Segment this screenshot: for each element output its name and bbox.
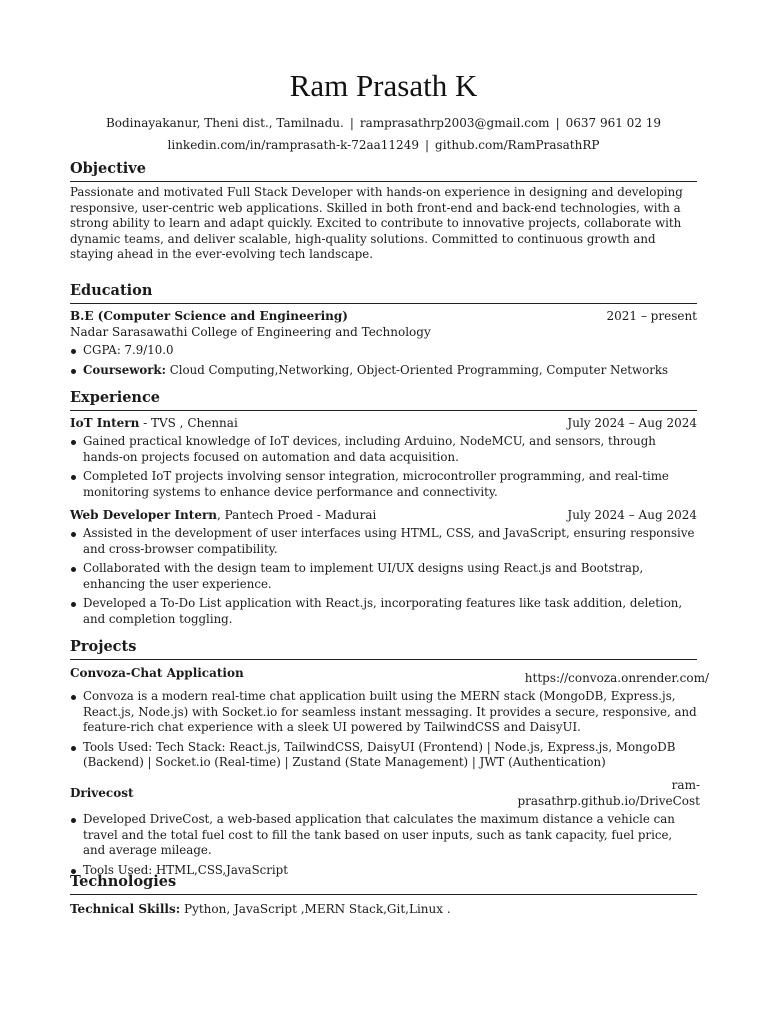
degree: B.E (Computer Science and Engineering) — [70, 309, 348, 323]
bullet-text: Assisted in the development of user interfaces using HTML, CSS, and JavaScript, ensuring responsive and cross-browser compatibility. — [83, 526, 695, 556]
bullet-text: Tools Used: HTML,CSS,JavaScript — [83, 862, 288, 877]
bullet-icon — [71, 695, 76, 700]
list-item — [70, 434, 697, 465]
separator: | — [349, 116, 354, 130]
section-title-objective: Objective — [70, 160, 697, 182]
bullet-icon — [71, 746, 76, 751]
job-role: Web Developer Intern — [70, 508, 217, 522]
education-list — [70, 343, 697, 382]
candidate-name: Ram Prasath K — [289, 68, 478, 103]
project-url-line: prasathrp.github.io/DriveCost — [517, 794, 700, 808]
bullet-text: Tools Used: Tech Stack: React.js, TailwindCSS, DaisyUI (Frontend) | Node.js, Express.js, MongoDB (Backend) | Socket.io (Real-time) | Zustand (State Management) | JWT (Authentication) — [83, 739, 676, 769]
technical-skills — [70, 901, 697, 917]
job-header-iot — [70, 415, 697, 431]
bullet-icon — [71, 567, 76, 572]
bullet-icon — [71, 818, 76, 823]
list-item — [70, 469, 697, 500]
project-url-line: ram- — [671, 778, 700, 792]
bullet-icon — [71, 440, 76, 445]
github-link[interactable]: github.com/RamPrasathRP — [435, 138, 600, 152]
project-name: Drivecost — [70, 786, 134, 800]
linkedin-link[interactable]: linkedin.com/in/ramprasath-k-72aa11249 — [167, 138, 419, 152]
project-bullets-drivecost — [70, 812, 697, 882]
bullet-text: Collaborated with the design team to implement UI/UX designs using React.js and Bootstrap, enhancing the user experience. — [83, 561, 644, 591]
list-item — [70, 689, 697, 736]
job-role: IoT Intern — [70, 416, 140, 430]
bullet-text: Developed DriveCost, a web-based application that calculates the maximum distance a vehicle can travel and the total fuel cost to fill the tank based on user inputs, such as tank capacity, fuel price, and average mileage. — [83, 812, 675, 857]
list-item — [70, 363, 697, 379]
college-name: Nadar Sarasawathi College of Engineering and Technology — [70, 325, 431, 339]
project-url[interactable]: https://convoza.onrender.com/ — [524, 671, 709, 685]
bullet-icon — [71, 475, 76, 480]
bullet-icon — [71, 532, 76, 537]
section-title-projects: Projects — [70, 638, 697, 660]
job-org: , Pantech Proed - Madurai — [217, 508, 377, 522]
bullet-icon — [71, 369, 76, 374]
job-dates: July 2024 – Aug 2024 — [567, 416, 697, 430]
list-item — [70, 812, 697, 859]
list-item — [70, 561, 697, 592]
education-header — [70, 308, 697, 324]
education-dates: 2021 – present — [606, 309, 697, 323]
objective-text: Passionate and motivated Full Stack Developer with hands-on experience in designing and developing responsive, user-centric web applications. Skilled in both front-end and back-end technologies, with a strong ability to learn and adapt quickly. Excited to contribute to innovative projects, collaborate with dynamic teams, and deliver scalable, high-quality solutions. Committed to continuous growth and staying ahead in the ever-evolving tech landscape. — [70, 185, 683, 261]
skills-label: Technical Skills: — [70, 902, 181, 916]
section-title-experience: Experience — [70, 389, 697, 411]
bullet-text: Developed a To-Do List application with React.js, incorporating features like task addition, deletion, and completion toggling. — [83, 596, 683, 626]
cgpa: CGPA: 7.9/10.0 — [83, 343, 174, 357]
email-link[interactable]: ramprasathrp2003@gmail.com — [359, 116, 550, 130]
section-title-technologies: Technologies — [70, 873, 697, 895]
bullet-icon — [71, 602, 76, 607]
location: Bodinayakanur, Theni dist., Tamilnadu. — [105, 116, 344, 130]
bullet-text: Convoza is a modern real-time chat application built using the MERN stack (MongoDB, Express.js, React.js, Node.js) with Socket.io for seamless instant messaging. It provides a secure, responsive, and feature-rich chat experience with a sleek UI powered by TailwindCSS and DaisyUI. — [83, 689, 697, 734]
bullet-text: Completed IoT projects involving sensor integration, microcontroller programming, and real-time monitoring systems to enhance device performance and connectivity. — [83, 469, 669, 499]
coursework-label: Coursework: — [83, 362, 166, 377]
section-title-education: Education — [70, 282, 697, 304]
skills-value: Python, JavaScript ,MERN Stack,Git,Linux . — [184, 902, 451, 916]
job-dates: July 2024 – Aug 2024 — [567, 508, 697, 522]
separator: | — [555, 116, 560, 130]
project-bullets-convoza — [70, 689, 697, 775]
coursework-value: Cloud Computing,Networking, Object-Oriented Programming, Computer Networks — [169, 362, 669, 377]
job-bullets-webdev — [70, 526, 697, 631]
project-name: Convoza-Chat Application — [70, 666, 244, 680]
contact-line-1 — [70, 115, 697, 131]
project-url[interactable] — [517, 777, 700, 809]
phone-number: 0637 961 02 19 — [565, 116, 662, 130]
list-item — [70, 526, 697, 557]
list-item — [70, 343, 697, 359]
job-header-webdev — [70, 507, 697, 523]
job-bullets-iot — [70, 434, 697, 504]
bullet-icon — [71, 349, 76, 354]
job-org: - TVS , Chennai — [139, 416, 238, 430]
bullet-text: Gained practical knowledge of IoT devices, including Arduino, NodeMCU, and sensors, through hands-on projects focused on automation and data acquisition. — [83, 434, 656, 464]
list-item — [70, 740, 697, 771]
list-item — [70, 596, 697, 627]
separator: | — [424, 138, 430, 152]
contact-line-2 — [70, 137, 697, 153]
